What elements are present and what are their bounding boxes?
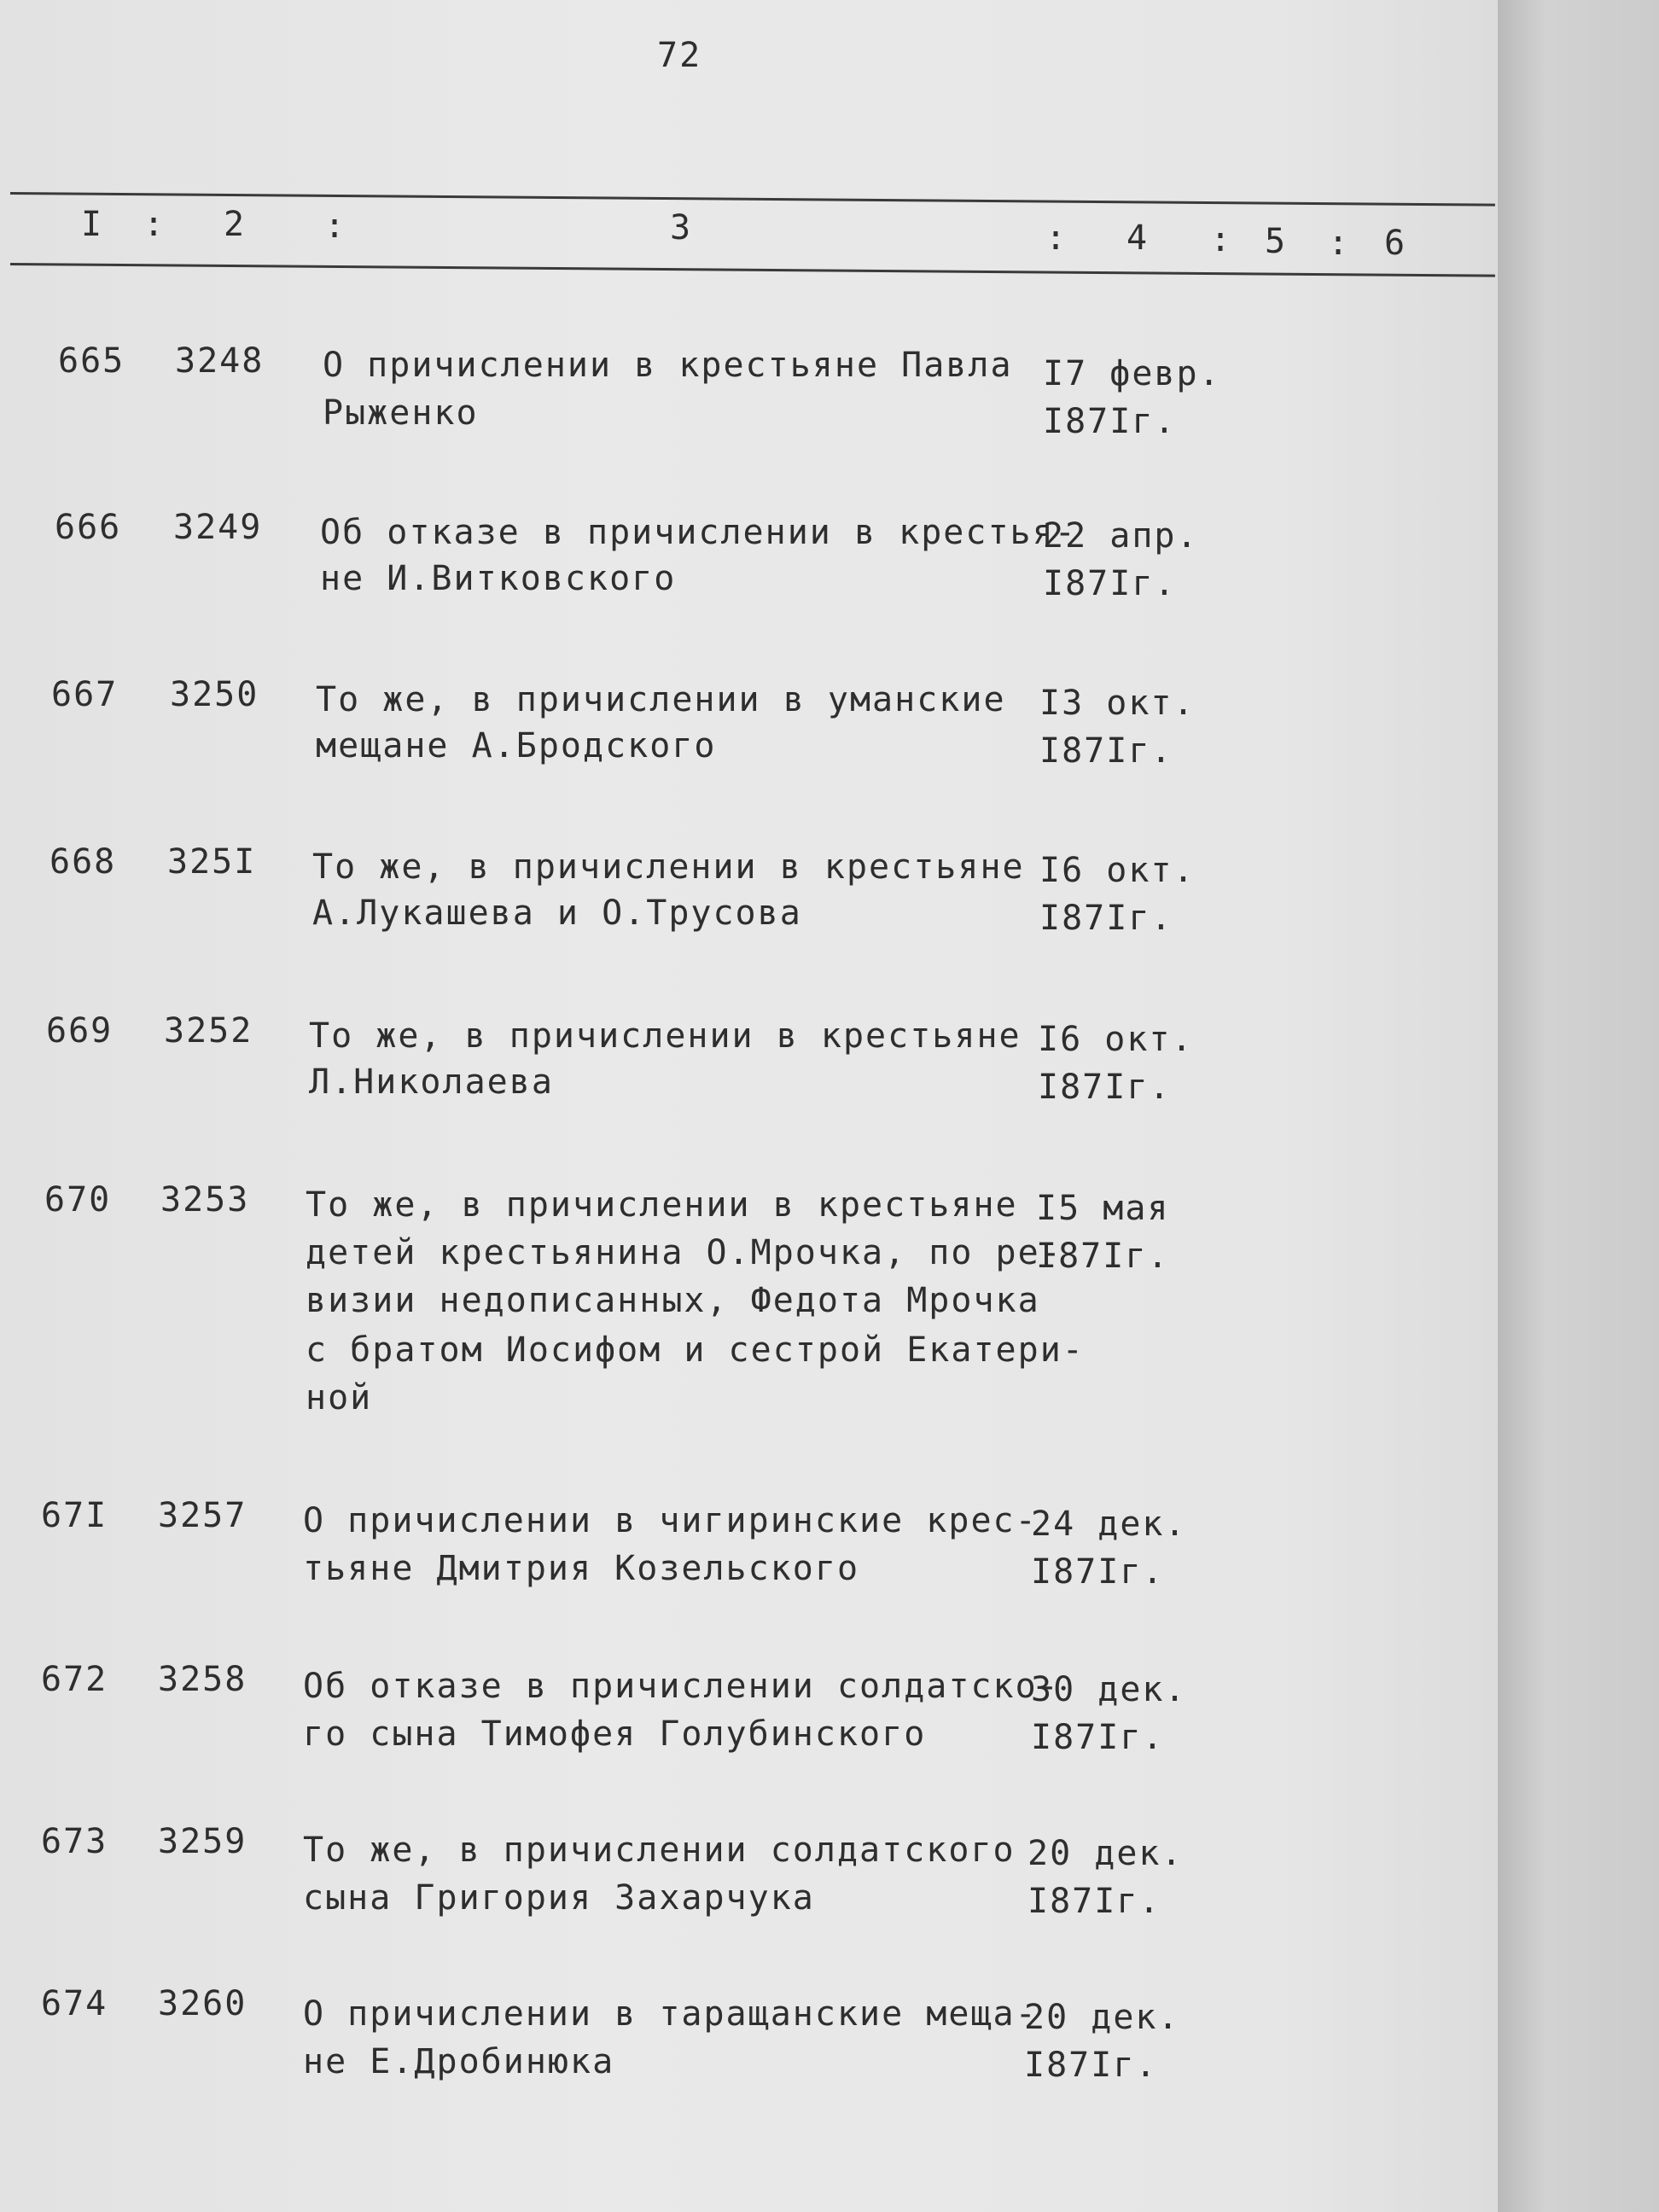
entry-title-line: Рыженко: [323, 393, 479, 433]
entry-date-year: I87Iг.: [1036, 1237, 1170, 1276]
entry-file-number: 3250: [170, 675, 259, 714]
entry-number: 668: [49, 842, 117, 882]
entry-date-day: 20 дек.: [1027, 1834, 1184, 1873]
entry-date-day: 22 апр.: [1043, 516, 1199, 556]
entry-number: 669: [46, 1011, 114, 1051]
entry-file-number: 325I: [167, 842, 257, 882]
header-col-2: 2: [224, 205, 245, 244]
entry-title-line: Об отказе в причислении в крестья-: [320, 513, 1077, 552]
entry-number: 665: [58, 341, 125, 381]
entry-number: 666: [55, 508, 122, 547]
header-col-6: 6: [1384, 224, 1406, 263]
entry-number: 670: [44, 1180, 112, 1220]
entry-date-day: 24 дек.: [1031, 1505, 1187, 1544]
entry-date-year: I87Iг.: [1031, 1552, 1165, 1592]
entry-number: 673: [41, 1822, 108, 1861]
entry-date-year: I87Iг.: [1039, 899, 1173, 938]
entry-date-year: I87Iг.: [1038, 1068, 1172, 1107]
entry-file-number: 3259: [158, 1822, 247, 1861]
entry-date-day: 30 дек.: [1031, 1670, 1187, 1709]
entry-number: 674: [41, 1984, 108, 2023]
entry-title-line: Об отказе в причислении солдатско-: [303, 1667, 1060, 1706]
entry-title-line: О причислении в таращанские меща-: [303, 1994, 1038, 2034]
entry-title-line: Л.Николаева: [309, 1062, 554, 1102]
header-sep-4: :: [1210, 220, 1231, 259]
entry-date-year: I87Iг.: [1027, 1882, 1161, 1921]
header-col-5: 5: [1265, 222, 1286, 261]
header-col-4: 4: [1126, 218, 1148, 258]
header-sep-2: :: [324, 207, 346, 246]
entry-title-line: сына Григория Захарчука: [303, 1878, 815, 1918]
entry-date-year: I87Iг.: [1043, 564, 1177, 603]
entry-title-line: А.Лукашева и О.Трусова: [312, 894, 802, 933]
header-sep-3: :: [1045, 218, 1067, 258]
entry-file-number: 3257: [158, 1496, 247, 1535]
entry-title-line: ной: [306, 1378, 373, 1417]
entry-date-year: I87Iг.: [1031, 1718, 1165, 1757]
entry-title-line: То же, в причислении в крестьяне: [312, 847, 1025, 887]
header-col-1: I: [81, 205, 102, 244]
entry-title-line: мещане А.Бродского: [316, 726, 717, 765]
entry-number: 67I: [41, 1496, 108, 1535]
entry-title-line: То же, в причислении солдатского: [303, 1831, 1016, 1870]
header-bottom-rule: [10, 263, 1495, 277]
entry-title-line: То же, в причислении в крестьяне: [306, 1185, 1018, 1225]
page-number: 72: [657, 36, 702, 75]
entry-title-line: с братом Иосифом и сестрой Екатери-: [306, 1330, 1085, 1370]
entry-title-line: детей крестьянина О.Мрочка, по ре-: [306, 1233, 1062, 1272]
entry-title-line: не Е.Дробинюка: [303, 2042, 615, 2081]
entry-file-number: 3260: [158, 1984, 247, 2023]
header-col-3: 3: [670, 208, 691, 247]
entry-title-line: тьяне Дмитрия Козельского: [303, 1549, 860, 1588]
entry-file-number: 3249: [173, 508, 263, 547]
entry-date-day: I5 мая: [1036, 1189, 1170, 1228]
entry-title-line: То же, в причислении в уманские: [316, 680, 1006, 719]
entry-date-year: I87Iг.: [1043, 402, 1177, 441]
entry-date-year: I87Iг.: [1039, 731, 1173, 771]
entry-title-line: О причислении в чигиринские крес-: [303, 1501, 1038, 1540]
page-edge-shadow: [1498, 0, 1659, 2212]
entry-file-number: 3253: [160, 1180, 250, 1220]
entry-file-number: 3252: [164, 1011, 253, 1051]
entry-file-number: 3248: [175, 341, 265, 381]
entry-title-line: не И.Витковского: [320, 559, 677, 598]
entry-number: 667: [51, 675, 119, 714]
entry-date-day: I7 февр.: [1043, 354, 1221, 393]
entry-date-day: I3 окт.: [1039, 684, 1196, 723]
entry-date-year: I87Iг.: [1024, 2046, 1158, 2085]
entry-date-day: I6 окт.: [1039, 851, 1196, 890]
entry-file-number: 3258: [158, 1660, 247, 1699]
entry-date-day: 20 дек.: [1024, 1998, 1180, 2037]
header-sep-1: :: [143, 205, 165, 244]
entry-title-line: визии недописанных, Федота Мрочка: [306, 1281, 1040, 1320]
header-sep-5: :: [1328, 224, 1349, 263]
entry-title-line: О причислении в крестьяне Павла: [323, 346, 1013, 385]
entry-date-day: I6 окт.: [1038, 1020, 1194, 1059]
entry-title-line: То же, в причислении в крестьяне: [309, 1016, 1022, 1056]
entry-number: 672: [41, 1660, 108, 1699]
entry-title-line: го сына Тимофея Голубинского: [303, 1714, 927, 1754]
